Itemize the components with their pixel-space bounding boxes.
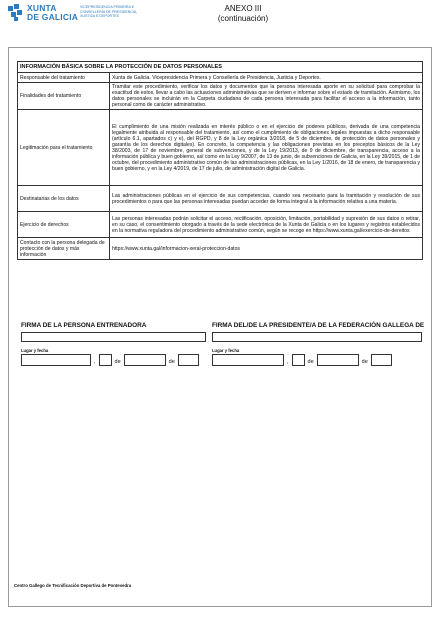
left-place-field[interactable] [21, 354, 91, 366]
row-value: Las administraciones públicas en el ejercicio de sus competencias, cuando sea necesario para la tramitación y resolución de sus procedimientos o para que las personas interesadas puedan acceder de forma integral a la información relativa a una materia. [110, 186, 423, 212]
annex-heading [213, 4, 273, 23]
page-footer: Centro Gallego de Tecnificación Deportiva de Pontevedra [14, 583, 132, 588]
annex-subtitle: (continuación) [217, 13, 269, 23]
row-value: https://www.xunta.gal/informacion-xeral-proteccion-datos [110, 238, 423, 260]
annex-title: ANEXO III [224, 4, 262, 13]
xunta-logo [8, 4, 78, 22]
left-month-field[interactable] [124, 354, 166, 366]
row-label: Finalidades del tratamiento [18, 83, 110, 110]
table-row [18, 110, 423, 186]
row-label: Responsable del tratamiento [18, 73, 110, 83]
row-value: Xunta de Galicia. Vicepresidencia Primera y Consellería de Presidencia, Justicia y Deportes. [110, 73, 423, 83]
right-date-row [212, 354, 392, 366]
row-label: Legitimación para el tratamiento [18, 110, 110, 186]
row-value: Las personas interesadas podrán solicitar el acceso, rectificación, oposición, limitación, portabilidad y supresión de sus datos o retirar, en su caso, el consentimiento otorgado a través de la sede electrónica de la Xunta de Galicia o en los lugares y registros establecidos en la normativa reguladora del procedimiento administrativo común, según se recoge en https://www.xunta.gal/exercicio-de-dereitos [110, 212, 423, 238]
table-row [18, 238, 423, 260]
date-separator: , [287, 359, 289, 365]
right-date-label: Lugar y fecha [212, 348, 240, 353]
logo-subtitle [80, 5, 170, 19]
row-label: Destinatarias de los datos [18, 186, 110, 212]
table-row [18, 212, 423, 238]
data-protection-table [17, 61, 423, 260]
row-value: Tramitar este procedimiento, verificar los datos y documentos que la persona interesada aporte en su solicitud para comprobar la exactitud de estos, llevar a cabo las actuaciones administrativas que se deriven e informar sobre el estado de tramitación. Asimismo, los datos personales se incluirán en la Carpeta ciudadana de cada persona interesada para facilitar el acceso a la información, tanto personal como de carácter administrativo. [110, 83, 423, 110]
right-year-field[interactable] [371, 354, 392, 366]
table-title: INFORMACIÓN BÁSICA SOBRE LA PROTECCIÓN DE DATOS PERSONALES [18, 62, 423, 73]
date-separator: de [361, 359, 368, 365]
right-place-field[interactable] [212, 354, 284, 366]
right-month-field[interactable] [317, 354, 359, 366]
table-row [18, 73, 423, 83]
logo-sub-line: CONSELLERÍA DE PRESIDENCIA, [80, 9, 138, 14]
table-row [18, 83, 423, 110]
row-label: Contacto con la persona delegada de protección de datos y más información [18, 238, 110, 260]
logo-line2: DE GALICIA [27, 12, 79, 22]
row-label: Ejercicio de derechos [18, 212, 110, 238]
right-signature-box[interactable] [212, 332, 422, 342]
right-signature-title: FIRMA DEL/DE LA PRESIDENTE/A DE LA FEDERACIÓN GALLEGA DE [212, 322, 425, 329]
left-date-label: Lugar y fecha [21, 348, 49, 353]
left-signature-box[interactable] [21, 332, 206, 342]
left-day-field[interactable] [99, 354, 112, 366]
date-separator: , [94, 359, 96, 365]
xunta-logo-mark-icon [8, 4, 24, 22]
logo-sub-line: XUSTIZA E DEPORTES [80, 14, 120, 19]
page-header [8, 4, 432, 30]
logo-sub-line: VICEPRESIDENCIA PRIMEIRA E [80, 5, 135, 9]
row-value: El cumplimiento de una misión realizada en interés público o en el ejercicio de poderes públicos, derivada de una competencia legalmente atribuida al responsable del tratamiento, así como el cumplimiento de obligaciones legales impuestas a dicho responsable (artículo 6.1, apartados c) y e), del RGPD, y 8 de la Ley orgánica 3/2018, de 5 de diciembre, de protección de datos personales y garantía de los derechos digitales). En concreto, la competencia y las obligaciones previstas en los preceptos básicos de la Ley 38/2003, de 17 de noviembre, general de subvenciones, y de la Ley 19/2013, de 9 de diciembre, de transparencia, acceso a la información pública y buen gobierno, así como en la Ley 9/2007, de 13 de junio, de subvenciones de Galicia, en la Ley 39/2015, de 1 de octubre, del procedimiento administrativo común de las administraciones públicas, en la Ley 1/2016, de 18 de enero, de transparencia y buen gobierno, y en la Ley 4/2019, de 17 de julio, de administración digital de Galicia. [110, 110, 423, 186]
date-separator: de [168, 359, 175, 365]
date-separator: de [114, 359, 121, 365]
left-date-row [21, 354, 199, 366]
left-year-field[interactable] [178, 354, 199, 366]
left-signature-title: FIRMA DE LA PERSONA ENTRENADORA [21, 322, 147, 329]
logo-line1: XUNTA [27, 3, 57, 13]
table-row [18, 186, 423, 212]
right-day-field[interactable] [292, 354, 305, 366]
date-separator: de [307, 359, 314, 365]
